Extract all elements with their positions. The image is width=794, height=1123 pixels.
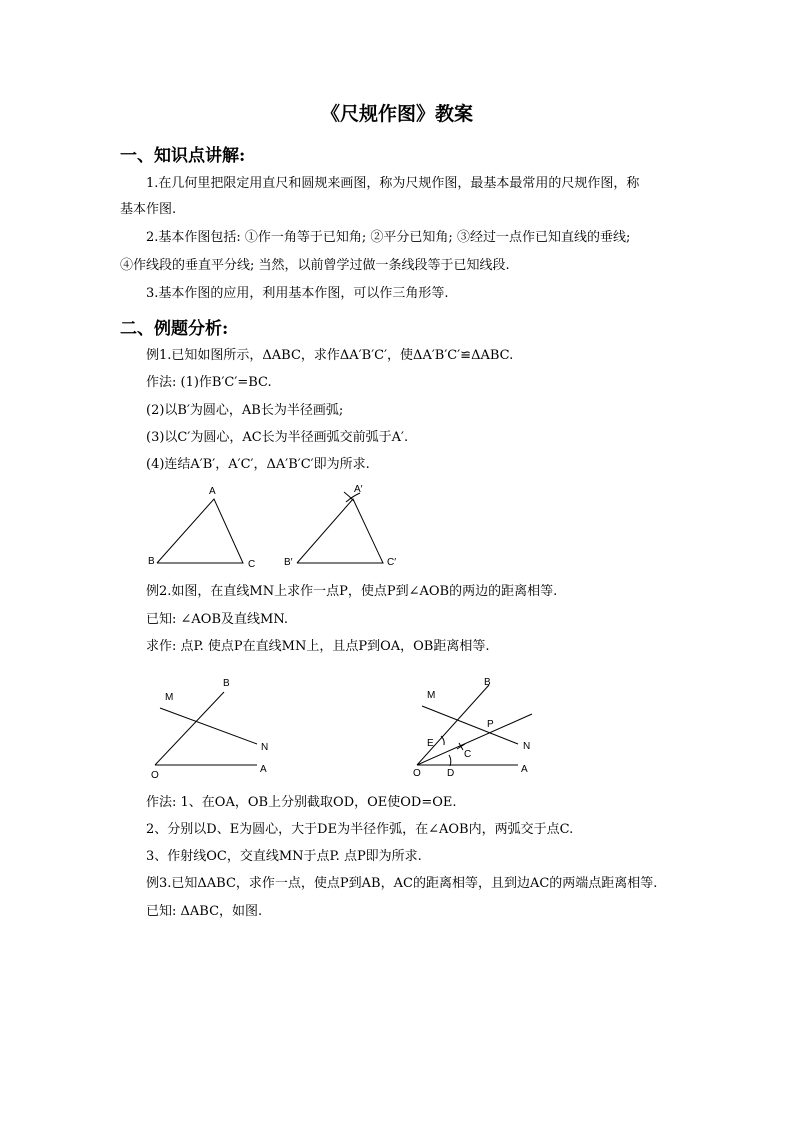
label-point-a: A <box>260 764 267 775</box>
example-1-line-3: (2)以B′为圆心，AB长为半径画弧; <box>146 403 344 418</box>
example-1-line-2: 作法: (1)作B′C′=BC. <box>146 375 272 390</box>
label-point-m: M <box>165 692 174 703</box>
label-point-o: O <box>151 770 159 781</box>
example-2-line-1: 例2.如图，在直线MN上求作一点P，使点P到∠AOB的两边的距离相等. <box>146 584 558 599</box>
example-3-line-1: 例3.已知ΔABC，求作一点，使点P到AB，AC的距离相等，且到边AC的两端点距离相等. <box>146 876 658 891</box>
label-point-n: N <box>261 742 269 753</box>
label-point-p: P <box>487 719 494 730</box>
label-point-b: B <box>148 556 155 567</box>
example-2-line-3: 求作: 点P. 使点P在直线MN上，且点P到OA，OB距离相等. <box>146 639 490 654</box>
section-heading-knowledge: 一、知识点讲解: <box>120 146 246 166</box>
example-2-step-1: 作法: 1、在OA，OB上分别截取OD，OE使OD=OE. <box>146 795 457 810</box>
paragraph-2-line-2: ④作线段的垂直平分线; 当然，以前曾学过做一条线段等于已知线段. <box>120 258 510 273</box>
label-point-e: E <box>427 738 434 749</box>
ray-oc <box>417 714 532 765</box>
example-2-step-3: 3、作射线OC，交直线MN于点P. 点P即为所求. <box>146 849 422 864</box>
figure-triangle-abc-prime <box>280 480 410 572</box>
line-mn <box>422 706 518 744</box>
label-point-b-prime: B′ <box>284 557 293 568</box>
example-2-line-2: 已知: ∠AOB及直线MN. <box>146 612 288 627</box>
label-point-m: M <box>427 690 436 701</box>
figure-triangle-abc <box>140 480 270 572</box>
example-1-line-4: (3)以C′为圆心，AC长为半径画弧交前弧于A′. <box>146 430 409 445</box>
label-point-b: B <box>484 677 491 688</box>
triangle-abc-prime-outline <box>297 499 383 563</box>
figure-angle-aob <box>145 670 285 782</box>
figure-angle-aob-construction <box>410 670 550 782</box>
triangle-abc-outline <box>157 499 243 563</box>
paragraph-1-line-2: 基本作图. <box>120 202 177 217</box>
label-point-a: A <box>521 764 528 775</box>
example-3-line-2: 已知: ΔABC，如图. <box>146 904 263 919</box>
label-point-b: B <box>223 678 230 689</box>
line-mn <box>160 708 257 744</box>
label-point-c: C <box>248 559 256 570</box>
paragraph-3: 3.基本作图的应用，利用基本作图，可以作三角形等. <box>146 286 449 301</box>
paragraph-1-line-1: 1.在几何里把限定用直尺和圆规来画图，称为尺规作图，最基本最常用的尺规作图，称 <box>146 176 640 191</box>
section-heading-examples: 二、例题分析: <box>120 319 229 339</box>
label-point-a: A <box>209 486 216 497</box>
label-point-c: C <box>464 749 472 760</box>
paragraph-2-line-1: 2.基本作图包括: ①作一角等于已知角; ②平分已知角; ③经过一点作已知直线的垂线; <box>146 230 631 245</box>
label-point-c-prime: C′ <box>387 557 397 568</box>
label-point-a-prime: A′ <box>354 484 363 495</box>
construction-arc-d <box>449 755 451 766</box>
page-title: 《尺规作图》教案 <box>320 103 473 125</box>
example-1-line-5: (4)连结A′B′，A′C′，ΔA′B′C′即为所求. <box>146 457 370 472</box>
label-point-o: O <box>413 768 421 779</box>
label-point-n: N <box>523 741 531 752</box>
example-1-line-1: 例1.已知如图所示，ΔABC，求作ΔA′B′C′，使ΔA′B′C′≌ΔABC. <box>146 348 514 363</box>
label-point-d: D <box>447 768 455 779</box>
example-2-step-2: 2、分别以D、E为圆心，大于DE为半径作弧，在∠AOB内，两弧交于点C. <box>146 822 574 837</box>
